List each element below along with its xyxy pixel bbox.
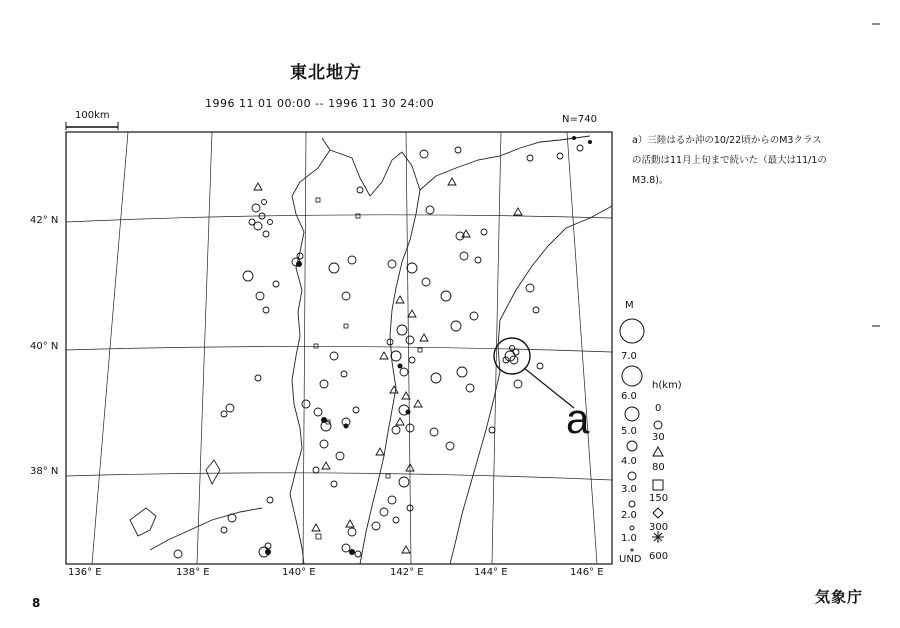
legend-magnitude-label: 2.0 <box>621 510 637 521</box>
legend-depth-label: 600 <box>649 551 669 562</box>
legend-m7-circle <box>620 319 644 343</box>
legend-magnitude-label: 5.0 <box>621 426 637 437</box>
legend-depth-diamond-icon <box>653 508 663 518</box>
agency-name: 気象庁 <box>815 588 864 606</box>
legend-magnitude-title: M <box>625 300 634 311</box>
period-label: 1996 11 01 00:00 -- 1996 11 30 24:00 <box>205 97 435 110</box>
lon-label-142: 142° E <box>390 567 424 578</box>
legend-magnitude-label: UND <box>619 554 642 565</box>
legend-depth-label: 300 <box>649 522 669 533</box>
scale-label: 100km <box>75 110 110 121</box>
legend-und-circle <box>631 549 633 551</box>
legend-depth-label: 0 <box>655 403 662 414</box>
legend-depth-label: 150 <box>649 493 669 504</box>
event-count: N=740 <box>562 114 597 125</box>
map-title: 東北地方 <box>290 63 362 83</box>
legend-magnitude-label: 3.0 <box>621 484 637 495</box>
legend-depth-title: h(km) <box>652 380 682 391</box>
legend-depth-triangle-icon <box>653 447 663 456</box>
legend-m2-circle <box>629 501 635 507</box>
legend-depth-label: 80 <box>652 462 665 473</box>
legend-magnitude-label: 4.0 <box>621 456 637 467</box>
annotation-note <box>632 131 872 191</box>
lon-label-146: 146° E <box>570 567 604 578</box>
legend-magnitude-label: 6.0 <box>621 391 637 402</box>
note-line: a）三陸はるか沖の10/22頃からのM3クラス <box>632 135 822 146</box>
legend-m1-circle <box>630 526 634 530</box>
lon-label-136: 136° E <box>68 567 102 578</box>
legend-depth-label: 30 <box>652 432 665 443</box>
lon-label-140: 140° E <box>282 567 316 578</box>
page-number: 8 <box>32 596 41 610</box>
lat-label-40: 40° N <box>30 341 59 352</box>
lat-label-42: 42° N <box>30 215 59 226</box>
legend-magnitude-label: 7.0 <box>621 351 637 362</box>
note-line: の活動は11月上旬まで続いた（最大は11/1の <box>632 155 827 166</box>
legend-m3-circle <box>628 472 636 480</box>
legend-m5-circle <box>625 407 639 421</box>
lat-label-38: 38° N <box>30 466 59 477</box>
legend-depth-circle-icon <box>654 421 662 429</box>
legend-depth-square-icon <box>653 480 663 490</box>
lon-label-138: 138° E <box>176 567 210 578</box>
annotation-label-a: a <box>566 395 590 442</box>
legend-m4-circle <box>627 441 637 451</box>
legend-m6-circle <box>622 366 642 386</box>
lon-label-144: 144° E <box>474 567 508 578</box>
note-line: M3.8)。 <box>632 175 669 186</box>
legend-magnitude-label: 1.0 <box>621 533 637 544</box>
